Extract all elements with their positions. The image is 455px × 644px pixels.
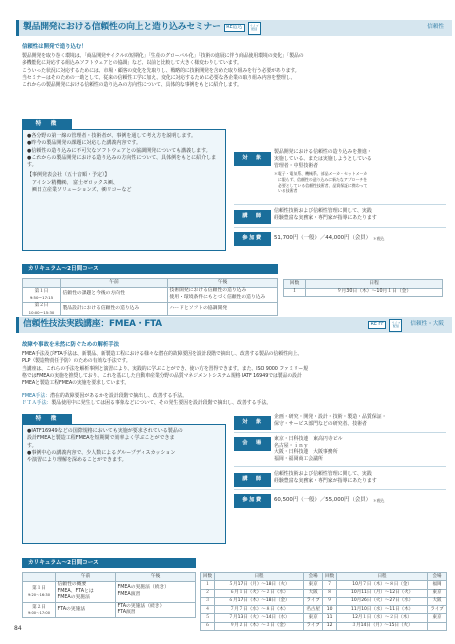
am-cell: 信頼性の課題と今後の方向性 <box>61 287 168 302</box>
fee-label: 参加費 <box>234 232 271 246</box>
day-cell <box>23 287 61 302</box>
info-venue-row <box>234 435 446 467</box>
feature-item: ●昨今の製品開発の課題に対応した講義内容です。 <box>27 140 141 147</box>
table-row <box>201 597 447 605</box>
live-badge-line1: ライブ <box>391 320 401 325</box>
info-fee-row <box>234 494 446 508</box>
fee-note: ＊税込 <box>373 498 385 504</box>
pm-cell <box>116 603 196 618</box>
schedule-date: ６月１日（火）～２日（水） <box>215 589 304 597</box>
schedule-venue: 名古屋 <box>304 606 323 614</box>
note-line: に限らず、信頼性の造り込みに新たなアプローチを <box>278 176 368 182</box>
schedule-number: ７ <box>323 581 337 589</box>
intro-line: 当セミナーはそのための一助として、従来の信頼性工学に加え、変化に対応するために必要な各企業の取り組み内容を整理し、 <box>22 75 296 82</box>
fee-value: 51,700円（一般）／44,000円（会員） <box>274 235 372 242</box>
schedule-date: 10月７日（木）～８日（金） <box>337 581 428 589</box>
schedule-number: ４ <box>201 606 215 614</box>
table-header: 回数 <box>284 280 306 289</box>
lecturer-companies: アイシン精機㈱、 富士ゼロックス㈱、 <box>32 179 118 186</box>
seminar1-title: 製品開発における信頼性の向上と造り込みセミナー <box>23 22 221 33</box>
seminar2-category: 信頼性・大阪 <box>410 321 444 328</box>
target-line: 企画・研究・開発・設計・技術・製造・品質保証・ <box>274 414 387 420</box>
live-badge-line1: ライブ <box>249 23 259 28</box>
info-target-row <box>234 148 446 205</box>
lecturer-line: 経験豊富な実務家・専門家が指導にあたります <box>274 478 377 485</box>
pm-cell <box>116 581 196 603</box>
am-line: FMEA、FTAとは <box>57 588 94 594</box>
feature-item: や演習により理解を深めることができます。 <box>27 457 127 463</box>
info-lecturer-row <box>234 470 446 490</box>
schedule-number: 10 <box>323 606 337 614</box>
table-row <box>23 302 278 316</box>
fee-value: 60,500円（一般）／55,000円（会員） <box>274 497 372 504</box>
seminar1-info <box>234 148 446 250</box>
seminar1-curriculum-bar: カリキュラム～2日間コース <box>22 264 278 274</box>
table-header <box>23 573 56 582</box>
table-header-row <box>23 279 278 288</box>
schedule-date: ７月７日（水）～８日（木） <box>215 606 304 614</box>
target-line: 製品開発における信頼性の造り込みを推進・ <box>274 149 372 155</box>
schedule-number: １ <box>201 581 215 589</box>
pm-cell: ハードとソフトの協調開発 <box>168 302 278 316</box>
feature-item: ●事例中心の講義内容で、少人数によるグループディスカッション <box>27 449 176 456</box>
am-cell: FTAの実施法 <box>56 603 116 618</box>
pm-line: FMEA演習 <box>117 591 141 597</box>
feature-item: 設計FMEAと製造工程FMEAを短期間で効率よく学ぶことができま <box>27 435 175 442</box>
lecturer-line: 信頼性技術および信頼性管理に関して、実践 <box>274 208 372 214</box>
seminar2-features-box <box>22 424 226 544</box>
seminar1-intro <box>22 53 447 90</box>
schedule-date: 10月11日（月）～12日（火） <box>337 589 428 597</box>
schedule-number: 12 <box>323 622 337 630</box>
lecturer-text <box>271 470 446 489</box>
schedule-number: ９ <box>323 597 337 605</box>
table-header: 日程 <box>337 573 428 581</box>
method-value: 潜在的故障要因があるかを設計段階で摘出し、改善する手法。 <box>50 393 188 399</box>
seminar2-curriculum-table <box>22 572 196 618</box>
target-label: 対 象 <box>234 152 271 166</box>
table-header: 回数 <box>323 573 337 581</box>
table-row <box>201 606 447 614</box>
target-line: 管理者・中堅技術者 <box>274 163 319 170</box>
schedule-number: ８ <box>323 589 337 597</box>
live-badge-line2: 配信 <box>392 324 399 328</box>
intro-line: FMEA手法及びFTA手法は、新製品、新製造工程における様々な潜在的故障要因を設計段階で摘出し、改善する製品の信頼性向上、 <box>22 351 303 357</box>
schedule-venue: ライブ <box>428 606 447 614</box>
seminar2-lead: 故障や事故を未然に防ぐための解析手法 <box>22 342 120 348</box>
venue-line: 福岡・福岡商工会議所 <box>274 455 323 462</box>
schedule-venue <box>428 622 447 630</box>
table-header: 日程 <box>215 573 304 581</box>
lecturer-label: 講 師 <box>234 210 271 224</box>
am-cell <box>56 581 116 603</box>
table-row <box>201 622 447 630</box>
seminar1-banner <box>16 20 452 36</box>
schedule-date: ７月13日（火）～14日（水） <box>215 614 304 622</box>
pm-line: 技術開発における信頼性の造り込み <box>169 288 247 294</box>
intro-line: 製品開発を取り巻く環境は、「商品開発サイクルの短期化」「生産のグローバル化」「技術の進展に伴う商品使用環境の変化」「製品の <box>22 53 304 59</box>
schedule-date: 11月10日（水）～11日（木） <box>337 606 428 614</box>
am-line: 信頼性の概要 <box>57 582 87 588</box>
info-lecturer-row <box>234 207 446 228</box>
day-label: 第１日 <box>32 586 46 592</box>
seminar2-intro <box>22 351 447 388</box>
seminar2-curriculum-bar: カリキュラム～2日間コース <box>22 558 196 568</box>
target-text <box>271 413 446 432</box>
target-line: 保守・サービス部門などの研究者、技術者 <box>274 421 367 428</box>
schedule-number: 11 <box>323 614 337 622</box>
intro-line: 多機能化に対応する組込みソフトウェアとの協調」など、以前と比較して大きく様変わりしています。 <box>22 60 242 67</box>
seminar2-banner <box>16 317 452 333</box>
seminar1-schedule-table <box>283 279 443 297</box>
target-text <box>271 148 446 204</box>
seminar2-info <box>234 413 446 563</box>
venue-text <box>271 435 446 466</box>
day-time: 9:00～17:00 <box>27 610 51 615</box>
seminar1-features-box <box>22 129 226 251</box>
feature-item: ●各分野の第一線の管理者・技術者が、事例を通して考え方を説明します。 <box>27 133 196 139</box>
lecturer-line: 経験豊富な実務家・専門家が指導にあたります <box>274 215 377 222</box>
schedule-date: ５月17日（月）～18日（火） <box>215 581 304 589</box>
table-row <box>201 581 447 589</box>
day-time: 9:50～17:15 <box>29 295 54 301</box>
venue-line: 大阪・日科技連 大阪事務所 <box>274 449 338 456</box>
pm-line: 使用・環境条件にもとづく信頼性の造り込み <box>169 294 266 300</box>
schedule-venue: ライブ <box>304 597 323 605</box>
live-stream-badge <box>389 319 402 332</box>
live-stream-badge <box>248 22 261 35</box>
schedule-venue: 東京 <box>304 581 323 589</box>
schedule-number: ２ <box>201 589 215 597</box>
am-cell: 製品設計における信頼性の造り込み <box>61 302 168 316</box>
day-label: 第２日 <box>32 604 46 610</box>
seminar2-schedule-table <box>200 572 447 631</box>
seminar1-code: RE造込 <box>224 24 245 32</box>
schedule-venue: 東京 <box>428 589 447 597</box>
note-line: 必要としている信頼性技術者、品質保証に携わって <box>278 182 368 188</box>
table-header: 午前 <box>56 573 116 582</box>
target-line: 実施している、または実施しようとしている <box>274 156 372 163</box>
note-line: いる技術者 <box>278 188 298 194</box>
table-header: 午前 <box>61 279 168 288</box>
day-label: 第２日 <box>34 303 49 309</box>
seminar1-features-tag: 特 徴 <box>22 119 72 129</box>
am-line: FMEAの実施法 <box>57 595 90 601</box>
seminar1-category: 信頼性 <box>427 24 444 31</box>
lecturer-companies: ㈱日立産業ソリューションズ、㈱リコーなど <box>32 186 132 193</box>
info-target-row <box>234 413 446 433</box>
feature-item: ●これからの製品開発における造り込みの方向性について、具体例をもとに紹介します。 <box>27 154 217 168</box>
pm-line: FTAの実施法（続き） <box>117 603 165 609</box>
method-key: FMEA手法： <box>22 393 51 399</box>
schedule-date: ９月30日（木）～10月１日（金） <box>306 288 443 297</box>
table-header: 回数 <box>201 573 215 581</box>
table-header <box>23 279 61 288</box>
intro-line: 当講座は、これらの手法を解析事例と演習により、実践的に学ぶことができ、使い方を習得できます。また、ISO 9000 ファミリー規 <box>22 365 308 372</box>
schedule-date: 12月１日（水）～２日（木） <box>337 614 428 622</box>
target-label: 対 象 <box>234 416 271 430</box>
fee-note: ＊税込 <box>373 236 385 242</box>
schedule-number: ６ <box>201 622 215 630</box>
schedule-venue: 東京 <box>428 614 447 622</box>
table-row <box>23 581 196 603</box>
table-header: 午後 <box>116 573 196 582</box>
table-header: 会場 <box>304 573 323 581</box>
schedule-date: ９月２日（木）～３日（金） <box>215 622 304 630</box>
method-value: 製品使用中に発生しては困る事象などについて、その発生要因を設計段階で摘出し、改善する手法。 <box>51 400 272 407</box>
schedule-venue: 大阪 <box>304 589 323 597</box>
schedule-venue: 東京 <box>304 614 323 622</box>
fee-text <box>271 494 446 508</box>
fee-text <box>271 232 446 246</box>
seminar2-title: 信頼性技法実践講座：FMEA・FTA <box>23 319 162 330</box>
pm-cell <box>168 287 278 302</box>
table-row <box>284 288 443 297</box>
lecturers-title: 【事例発表会社（五十音順・予定）】 <box>27 172 110 179</box>
intro-line: FMEAと製造工程FMEAの実施を要求しています。 <box>22 380 130 387</box>
venue-line: 名古屋・ｉｎｙ <box>274 442 309 449</box>
table-header: 会場 <box>428 573 447 581</box>
methods-list <box>22 393 447 408</box>
venue-line: 東京・日科技連 東高円寺ビル <box>274 436 343 442</box>
intro-line: これからの製品開発における信頼性の造り込みの方向性について、具体的な事例をもとに紹介します。 <box>22 82 242 89</box>
feature-item: す。 <box>27 442 37 449</box>
seminar1-curriculum-table <box>22 278 278 316</box>
table-header: 午後 <box>168 279 278 288</box>
schedule-number: ５ <box>201 614 215 622</box>
intro-line: PLP（製造物責任予防）のための有効な手法です。 <box>22 358 131 365</box>
feature-item: ●IATF16949などの国際規格においても実施が要求されている製品の <box>27 428 183 434</box>
pm-line: FTA演習 <box>117 610 136 616</box>
fee-label: 参加費 <box>234 494 271 508</box>
day-time: 9:20～16:30 <box>27 592 51 597</box>
note-line: ＊電子・電気系、機械系、部品メーカ・セットメーカ <box>274 171 368 177</box>
method-item <box>22 400 447 407</box>
table-header-row <box>284 280 443 289</box>
intro-line: こういった状況に対応するためには、市場・顧客の変化を先取りし、戦略的に技術開発を含めた取り組みを行う必要があります。 <box>22 67 300 74</box>
venue-label: 会 場 <box>234 437 271 451</box>
seminar2-code: RE FF <box>368 321 386 329</box>
schedule-date: ６月17日（木）～18日（金） <box>215 597 304 605</box>
page-number: 84 <box>14 625 22 632</box>
schedule-venue: 福岡 <box>428 581 447 589</box>
schedule-number: ３ <box>201 597 215 605</box>
feature-item: ●信頼性の造り込みに不可欠なソフトウェアとの協調開発についても講義します。 <box>27 147 211 154</box>
live-badge-line2: 配信 <box>251 27 258 31</box>
table-row <box>201 614 447 622</box>
table-header-row <box>23 573 196 582</box>
day-time: 10:00～15:30 <box>28 309 55 315</box>
day-cell <box>23 581 56 603</box>
schedule-number: １ <box>284 288 306 297</box>
seminar2-features-tag: 特 徴 <box>22 414 72 424</box>
method-key: ＦＴＡ手法： <box>22 400 52 407</box>
intro-line: 格ではFMEAの実施を推奨しており、これを基にした自動車産業分野の品質マネジメントシステム規格 IATF 16949では製品の設計 <box>22 373 302 380</box>
table-row <box>201 589 447 597</box>
seminar1-lead: 信頼性は開発で造り込む！ <box>22 44 87 50</box>
day-cell <box>23 603 56 618</box>
day-label: 第１日 <box>34 289 49 295</box>
target-note <box>274 171 443 194</box>
table-row <box>23 603 196 618</box>
info-fee-row <box>234 232 446 246</box>
table-header: 日程 <box>306 280 443 289</box>
pm-line: FMEAの実施法（続き） <box>117 585 170 591</box>
schedule-venue: ライブ <box>304 622 323 630</box>
lecturer-label: 講 師 <box>234 473 271 487</box>
lecturer-line: 信頼性技術および信頼性管理に関して、実践 <box>274 471 372 477</box>
lecturer-text <box>271 207 446 227</box>
table-header-row <box>201 573 447 581</box>
day-cell <box>23 302 61 316</box>
schedule-date: 10月26日（火）～27日（水） <box>337 597 428 605</box>
schedule-date: ３月14日（月）～15日（火） <box>337 622 428 630</box>
schedule-venue: 大阪 <box>428 597 447 605</box>
table-row <box>23 287 278 302</box>
